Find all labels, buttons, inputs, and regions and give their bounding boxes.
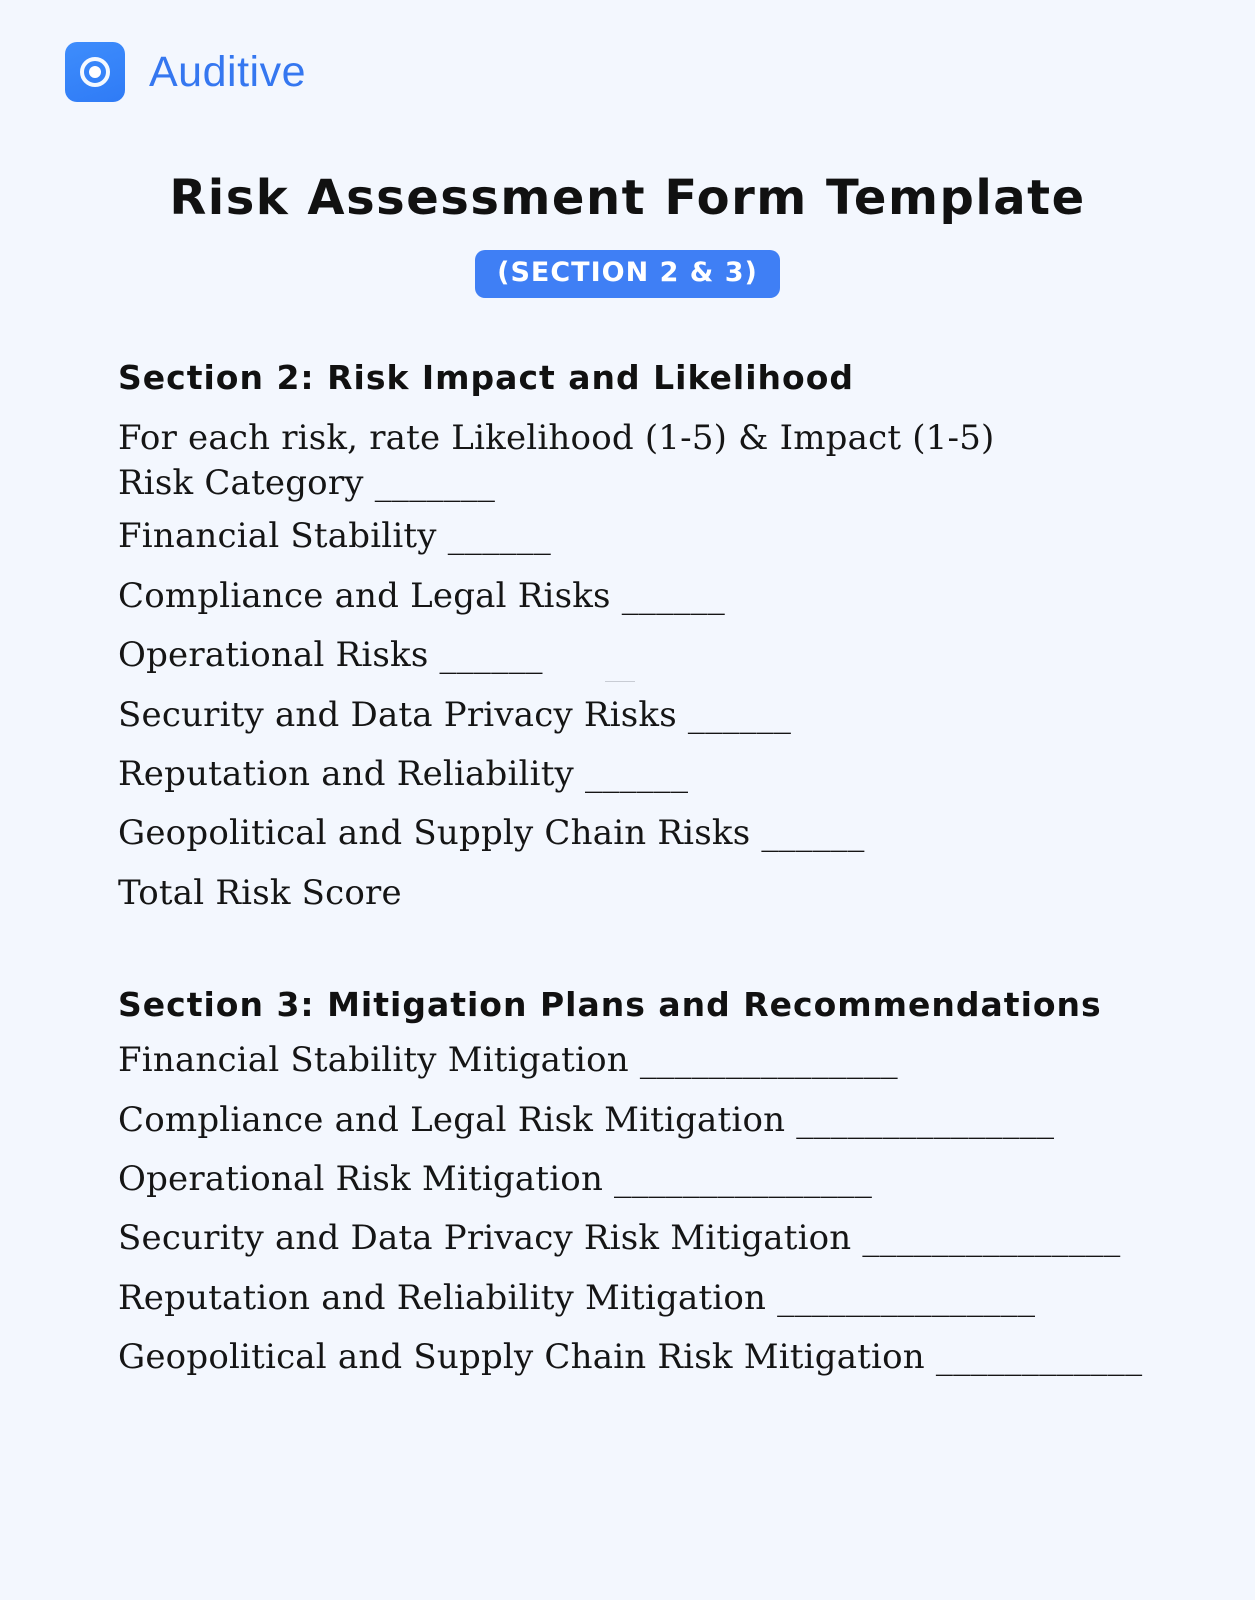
divider-mark [605,681,635,682]
brand-header [65,42,306,102]
section-2-instruction: For each risk, rate Likelihood (1-5) & Impact (1-5) [118,418,995,458]
section-3-heading: Section 3: Mitigation Plans and Recommendations [118,985,1102,1024]
target-icon [65,42,125,102]
page-title: Risk Assessment Form Template [169,170,1086,226]
compliance-legal-field: Compliance and Legal Risks ______ [118,576,725,616]
geopolitical-mitigation-field: Geopolitical and Supply Chain Risk Mitigation ____________ [118,1337,1143,1377]
total-risk-score-field: Total Risk Score [118,873,402,913]
section-badge: (SECTION 2 & 3) [475,250,780,298]
financial-stability-field: Financial Stability ______ [118,516,551,556]
section-2-heading: Section 2: Risk Impact and Likelihood [118,358,855,397]
financial-mitigation-field: Financial Stability Mitigation _______________ [118,1040,898,1080]
reputation-reliability-field: Reputation and Reliability ______ [118,754,689,794]
logo-dot [89,66,101,78]
compliance-mitigation-field: Compliance and Legal Risk Mitigation _______________ [118,1100,1055,1140]
risk-category-field: Risk Category _______ [118,463,496,503]
geopolitical-supply-field: Geopolitical and Supply Chain Risks ______ [118,813,865,853]
section-badge-wrapper [0,250,1255,298]
security-privacy-field: Security and Data Privacy Risks ______ [118,695,792,735]
operational-mitigation-field: Operational Risk Mitigation _______________ [118,1159,873,1199]
operational-risks-field: Operational Risks ______ [118,635,543,675]
reputation-mitigation-field: Reputation and Reliability Mitigation _______________ [118,1278,1036,1318]
security-mitigation-field: Security and Data Privacy Risk Mitigation _______________ [118,1218,1121,1258]
brand-name: Auditive [149,47,306,96]
